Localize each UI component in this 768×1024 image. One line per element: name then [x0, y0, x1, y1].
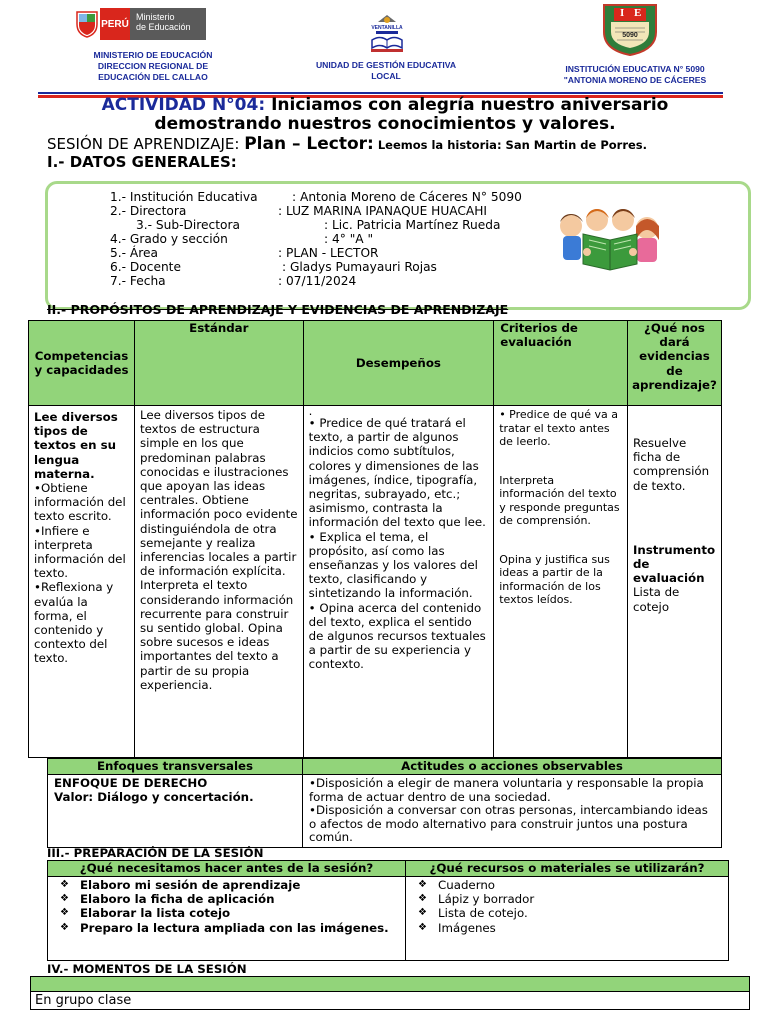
enfoque-name: ENFOQUE DE DERECHO [54, 776, 208, 790]
momentos-table [30, 976, 750, 1010]
table-row [29, 406, 722, 758]
dato-label: 2.- Directora [110, 204, 187, 218]
dato-label: 6.- Docente [110, 260, 181, 274]
session-line [47, 135, 747, 154]
dato-value: : Antonia Moreno de Cáceres N° 5090 [292, 190, 522, 204]
enfoque-valor: Valor: Diálogo y concertación. [54, 789, 254, 804]
momentos-green-bar [31, 977, 750, 992]
ministerio-logo [74, 8, 206, 40]
list-item: ❖ Cuaderno [438, 878, 728, 892]
header-actitudes: Actitudes o acciones observables [303, 759, 722, 775]
competencias-cell [29, 406, 135, 758]
section-preparacion-title: III.- PREPARACIÓN DE LA SESIÓN [47, 846, 264, 860]
header-antes: ¿Qué necesitamos hacer antes de la sesión? [48, 861, 406, 877]
session-topic: Leemos la historia: San Martin de Porres. [373, 138, 648, 152]
header-competencias: Competencias y capacidades [29, 321, 135, 406]
instrumento-text: Lista de cotejo [632, 585, 680, 614]
desempenos-dot: . [308, 404, 313, 418]
dato-value: : PLAN - LECTOR [278, 246, 379, 260]
desempeno-item: • Explica el tema, el propósito, así como las enseñanzas y los valores del texto, clasificando y sintetizando la información. [308, 529, 478, 601]
dato-value: : Lic. Patricia Martínez Rueda [324, 218, 501, 232]
ministerio-label: Ministerio de Educación [130, 8, 206, 40]
estandar-text: Lee diversos tipos de textos de estructura simple en los que predominan palabras conocidas e ilustraciones que apoyan las ideas centrales. Obtiene información poco evidente distinguiéndola de otra semejante y realiza inferencias locales a partir de información explícita. Interpreta el texto considerando información recurrente para construir su sentido global. Opina sobre sucesos e ideas importantes del texto a partir de su propia experiencia. [139, 408, 298, 692]
activity-title-line2: demostrando nuestros conocimientos y valores. [154, 114, 616, 134]
actitudes-cell [303, 775, 722, 848]
preparacion-header-row [48, 861, 729, 877]
dato-label: 7.- Fecha [110, 274, 166, 288]
ministerio-text: MINISTERIO DE EDUCACIÓN DIRECCION REGIONAL DE EDUCACIÓN DEL CALLAO [93, 50, 213, 82]
dato-value: : 07/11/2024 [278, 274, 357, 288]
activity-title [40, 96, 730, 134]
header-evidencias: ¿Qué nos dará evidencias de aprendizaje? [627, 321, 721, 406]
criterio-item: Opina y justifica sus ideas a partir de la información de los textos leídos. [499, 552, 610, 606]
antes-cell [48, 877, 406, 961]
header-desempenos: Desempeños [303, 321, 494, 406]
capacidad-item: •Infiere e interpreta información del texto. [34, 523, 126, 581]
peru-label: PERÚ [100, 8, 130, 40]
capacidad-item: •Reflexiona y evalúa la forma, el contenido y contexto del texto. [34, 580, 114, 666]
peru-shield-icon [74, 8, 100, 40]
table-header-row [29, 321, 722, 406]
header-divider-blue [38, 92, 723, 94]
dato-label: 5.- Área [110, 246, 158, 260]
competencia-title: Lee diversos tipos de textos en su lengua materna. [34, 410, 118, 481]
instrumento-label: Instrumento de evaluación [632, 542, 716, 586]
ugel-logo [364, 12, 410, 54]
list-item: ❖ Elaboro la ficha de aplicación [80, 892, 405, 906]
desempeno-item: • Predice de qué tratará el texto, a partir de algunos indicios como subtítulos, colores y dimensiones de las imágenes, índice, tipografía, negritas, subrayado, etc.; asimismo, contrasta la información del texto que lee. [308, 416, 486, 530]
ugel-text: UNIDAD DE GESTIÓN EDUCATIVA LOCAL [315, 60, 457, 81]
capacidad-item: •Obtiene información del texto escrito. [34, 481, 126, 524]
activity-number: ACTIVIDAD N°04: [101, 95, 266, 115]
session-type: Plan – Lector: [244, 134, 374, 154]
momento-label: En grupo clase [31, 992, 750, 1010]
desempeno-item: • Opina acerca del contenido del texto, explica el sentido de algunos recursos textuales a partir de su experiencia y contexto. [308, 600, 486, 672]
header-recursos: ¿Qué recursos o materiales se utilizarán? [406, 861, 729, 877]
ie-logo-number: 5090 [622, 32, 638, 39]
momentos-header-row [31, 977, 750, 992]
evidencia-text: Resuelve ficha de comprensión de texto. [632, 436, 710, 493]
ie-logo-i: I [620, 7, 625, 19]
list-item: ❖ Lápiz y borrador [438, 892, 728, 906]
ugel-logo-label: VENTANILLA [371, 25, 403, 31]
dato-label: 1.- Institución Educativa [110, 190, 258, 204]
actitud-item: •Disposición a conversar con otras personas, intercambiando ideas o afectos de modo alternativo para construir juntos una postura común. [309, 803, 708, 844]
criterio-item: Interpreta información del texto y responde preguntas de comprensión. [499, 473, 620, 527]
preparacion-table [47, 860, 729, 961]
enfoques-table [47, 758, 722, 848]
section-propositos-title: II.- PROPÓSITOS DE APRENDIZAJE Y EVIDENCIAS DE APRENDIZAJE [47, 302, 509, 317]
section-momentos-title: IV.- MOMENTOS DE LA SESIÓN [47, 962, 247, 976]
ie-5090-logo [601, 2, 659, 56]
list-item: ❖ Preparo la lectura ampliada con las imágenes. [80, 921, 405, 935]
enfoques-header-row [48, 759, 722, 775]
evidencias-cell [627, 406, 721, 758]
desempenos-cell [303, 406, 494, 758]
list-item: ❖ Elaboro mi sesión de aprendizaje [80, 878, 405, 892]
list-item: ❖ Imágenes [438, 921, 728, 935]
header-criterios: Criterios de evaluación [494, 321, 628, 406]
dato-value: : Gladys Pumayauri Rojas [282, 260, 437, 274]
page-header [0, 0, 768, 92]
header-enfoques: Enfoques transversales [48, 759, 303, 775]
dato-label: 3.- Sub-Directora [136, 218, 240, 232]
recursos-cell [406, 877, 729, 961]
dato-value: : 4° "A " [324, 232, 374, 246]
table-row [31, 992, 750, 1010]
propositos-table [28, 320, 722, 758]
ie-text: INSTITUCIÓN EDUCATIVA N° 5090 "ANTONIA MORENO DE CÁCERES [563, 64, 707, 85]
table-row [48, 775, 722, 848]
table-row [48, 877, 729, 961]
actitud-item: •Disposición a elegir de manera voluntaria y responsable la propia forma de actuar dentro de una sociedad. [309, 776, 704, 804]
list-item: ❖ Lista de cotejo. [438, 906, 728, 920]
criterio-item: • Predice de qué va a tratar el texto antes de leerlo. [499, 408, 618, 448]
children-reading-illustration [553, 200, 665, 276]
dato-label: 4.- Grado y sección [110, 232, 228, 246]
enfoque-cell [48, 775, 303, 848]
list-item: ❖ Elaborar la lista cotejo [80, 906, 405, 920]
ie-logo-e: E [634, 7, 642, 19]
datos-generales-box [45, 181, 751, 310]
section-datos-generales-title: I.- DATOS GENERALES: [47, 153, 237, 171]
dato-value: : LUZ MARINA IPANAQUE HUACAHI [278, 204, 487, 218]
activity-title-line1: Iniciamos con alegría nuestro aniversario [265, 95, 669, 115]
estandar-cell [134, 406, 303, 758]
session-label: SESIÓN DE APRENDIZAJE: [47, 135, 245, 153]
criterios-cell [494, 406, 628, 758]
header-estandar: Estándar [134, 321, 303, 406]
